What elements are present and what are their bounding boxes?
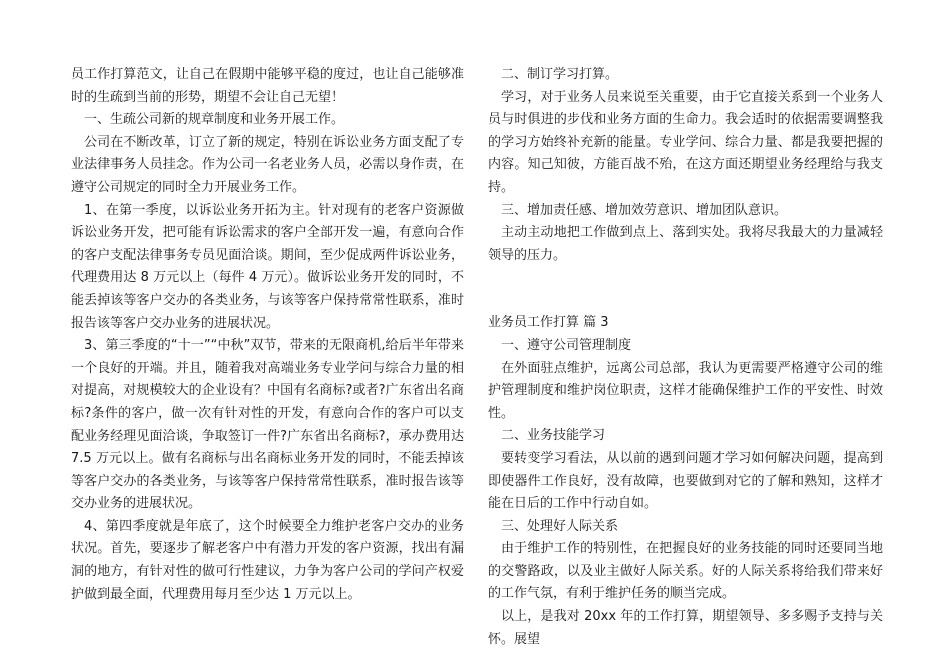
section-heading-2: 二、制订学习打算。 [501, 67, 619, 82]
subheading-rules: 一、遵守公司管理制度 [501, 337, 632, 353]
responsibility-paragraph: 主动主动地把工作做到点上、落到实处。我将尽我最大的力量减轻领导的压力。 [488, 225, 883, 263]
q3-paragraph: 3、第三季度的“十一”“中秋”双节，带来的无限商机,给后半年带来一个良好的开端。并且，随着我对高端业务专业学问与综合力量的相对提高，对规模较大的企业设有？中国有名商标?或者?广东省出名商标?条件的客户，做一次有针对性的开发，有意向合作的客户可以支配业务经理见面洽谈，争取签订一件?广东省出名商标?，承办费用达 7.5 万元以上。做有名商标与出名商标业务开发的同时，不能丢掉该等客户交办的各类业务，与该等客户保持常常性联系，准时报告该等交办业务的进展状况。 [71, 338, 464, 512]
skills-paragraph: 要转变学习看法，从以前的遇到问题才学习如何解决问题，提高到即使器件工作良好，没有故障，也要做到对它的了解和熟知，这样才能在日后的工作中行动自如。 [488, 450, 883, 512]
q4-paragraph: 4、第四季度就是年底了，这个时候要全力维护老客户交办的业务状况。首先，要逐步了解老客户中有潜力开发的客户资源，找出有漏洞的地方，有针对性的做可行性建议，力争为客户公司的学问产权爱护做到最全面，代理费用每月至少达 1 万元以上。 [71, 518, 464, 602]
q1-paragraph: 1、在第一季度，以诉讼业务开拓为主。针对现有的老客户资源做诉讼业务开发，把可能有诉讼需求的客户全部开发一遍，有意向合作的客户支配法律事务专员见面洽谈。期间，至少促成两件诉讼业务，代理费用达 8 万元以上（每件 4 万元）。做诉讼业务开发的同时，不能丢掉该等客户交办的各类业务，与该等客户保持常常性联系，准时报告该等客户交办业务的进展状况。 [71, 202, 464, 331]
relations-paragraph: 由于维护工作的特别性，在把握良好的业务技能的同时还要同当地的交警路政，以及业主做好人际关系。好的人际关系将给我们带来好的工作气氛，有利于维护任务的顺当完成。 [488, 541, 883, 602]
section-heading-3: 三、增加责任感、增加效劳意识、增加团队意识。 [501, 202, 788, 218]
study-paragraph: 学习，对于业务人员来说至关重要，由于它直接关系到一个业务人员与时俱进的步伐和业务方面的生命力。我会适时的依据需要调整我的学习方始终补充新的能量。专业学问、综合力量、都是我要把握的内容。知己知彼，方能百战不殆，在这方面还期望业务经理给与我支持。 [488, 89, 883, 195]
intro-paragraph: 员工作打算范文，让自己在假期中能够平稳的度过，也让自己能够准时的生疏到当前的形势，期望不会让自己无望！ [71, 67, 464, 105]
right-column [488, 64, 883, 651]
left-column [71, 64, 464, 606]
body-paragraph: 公司在不断改革，订立了新的规定，特别在诉讼业务方面支配了专业法律事务人员挂念。作为公司一名老业务人员，必需以身作责，在遵守公司规定的同时全力开展业务工作。 [71, 134, 464, 195]
rules-paragraph: 在外面驻点维护，远离公司总部，我认为更需要严格遵守公司的维护管理制度和维护岗位职责，这样才能确保维护工作的平安性、时效性。 [488, 360, 883, 421]
section-gap [488, 267, 883, 312]
section-heading-1: 一、生疏公司新的规章制度和业务开展工作。 [84, 112, 345, 128]
closing-paragraph: 以上，是我对 20xx 年的工作打算，期望领导、多多赐予支持与关怀。展望 [488, 609, 883, 647]
subheading-relations: 三、处理好人际关系 [501, 518, 619, 534]
article-title: 业务员工作打算 篇 3 [488, 315, 609, 331]
subheading-skills: 二、业务技能学习 [501, 428, 606, 444]
